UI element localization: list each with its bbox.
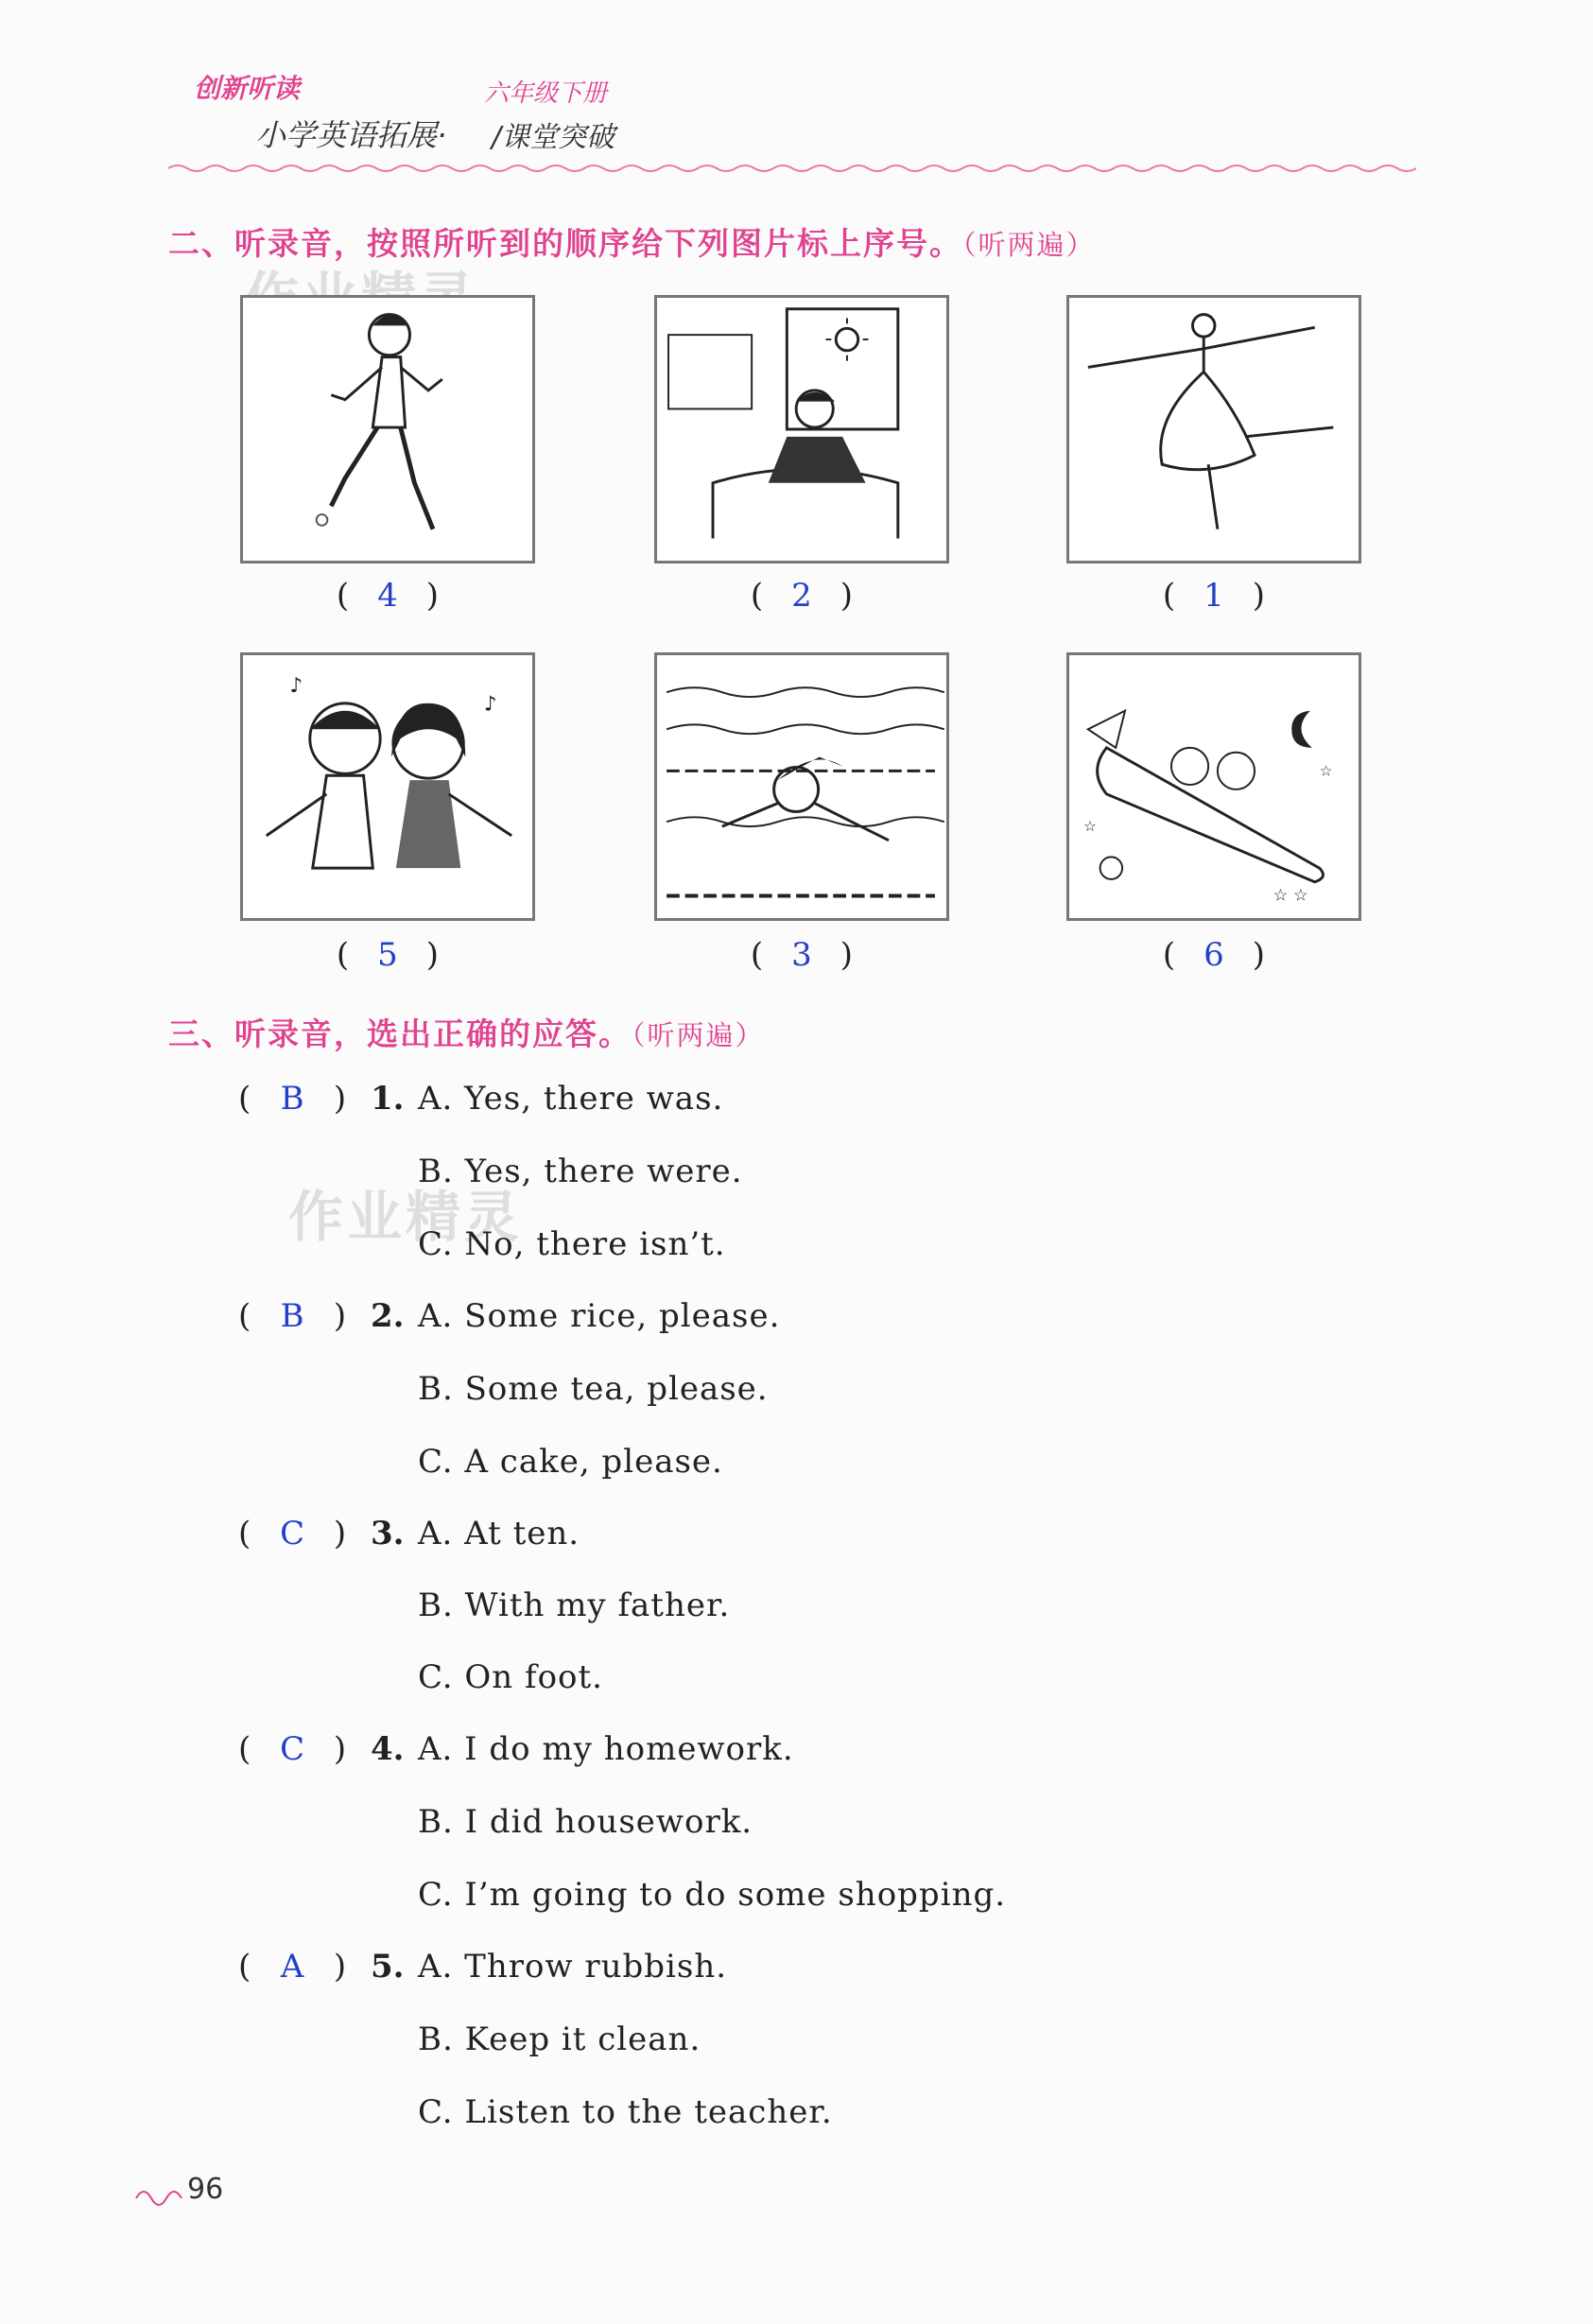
grade-label: 六年级下册 xyxy=(484,79,608,108)
question-2-answer: ( B ) xyxy=(238,1297,347,1335)
question-4-answer: ( C ) xyxy=(238,1730,347,1768)
brand-logo: 创新听读 xyxy=(194,73,301,104)
spaceship-icon xyxy=(1066,652,1361,921)
section3-heading xyxy=(168,1010,765,1054)
question-5-answer: ( A ) xyxy=(238,1948,347,1986)
section3-heading-text: 三、听录音，选出正确的应答。 xyxy=(168,1015,632,1052)
question-4-number: 4. xyxy=(371,1730,405,1768)
svg-text:☆: ☆ xyxy=(1082,816,1098,835)
question-3-option-c: C. On foot. xyxy=(418,1658,603,1696)
answer-value: 3 xyxy=(791,936,812,974)
question-1-option-a: A. Yes, there was. xyxy=(418,1080,724,1118)
picture-1-answer: ( 4 ) xyxy=(336,577,440,615)
svg-text:♪: ♪ xyxy=(483,692,497,717)
question-1-option-c: C. No, there isn’t. xyxy=(418,1225,726,1263)
page-number: 96 xyxy=(187,2173,224,2206)
children-singing-icon xyxy=(240,652,535,921)
question-3-option-a: A. At ten. xyxy=(418,1515,580,1552)
footer-swirl-icon xyxy=(132,2179,189,2208)
picture-5-answer: ( 3 ) xyxy=(750,936,854,974)
section3-note: （听两遍） xyxy=(632,1019,765,1051)
answer-value: 5 xyxy=(377,936,398,974)
answer-value: 4 xyxy=(377,577,398,615)
question-5-option-a: A. Throw rubbish. xyxy=(418,1948,728,1986)
question-2-option-b: B. Some tea, please. xyxy=(418,1370,769,1408)
question-4-option-a: A. I do my homework. xyxy=(418,1730,794,1768)
question-1-option-b: B. Yes, there were. xyxy=(418,1153,743,1190)
girl-swimming-icon xyxy=(654,652,949,921)
answer-value: B xyxy=(280,1297,304,1335)
watermark: 作业精灵 xyxy=(288,1185,524,1249)
question-5-number: 5. xyxy=(371,1948,405,1986)
picture-3-answer: ( 1 ) xyxy=(1162,577,1266,615)
question-3-number: 3. xyxy=(371,1515,405,1552)
answer-value: A xyxy=(280,1948,304,1986)
book-title: 小学英语拓展· xyxy=(255,117,447,153)
header-wavy-rule xyxy=(168,163,1416,174)
boy-waking-up-icon xyxy=(654,295,949,564)
section2-note: （听两遍） xyxy=(962,229,1096,261)
running-boy-icon xyxy=(240,295,535,564)
question-5-option-b: B. Keep it clean. xyxy=(418,2020,701,2058)
answer-value: 1 xyxy=(1203,577,1224,615)
answer-value: 6 xyxy=(1203,936,1224,974)
svg-text:☆: ☆ xyxy=(1319,761,1333,780)
picture-2-answer: ( 2 ) xyxy=(750,577,854,615)
question-1-number: 1. xyxy=(371,1080,405,1118)
question-2-number: 2. xyxy=(371,1297,405,1335)
question-3-answer: ( C ) xyxy=(238,1515,347,1552)
question-2-option-c: C. A cake, please. xyxy=(418,1443,723,1481)
answer-value: C xyxy=(280,1515,305,1552)
svg-text:☆ ☆: ☆ ☆ xyxy=(1273,886,1308,906)
question-3-option-b: B. With my father. xyxy=(418,1587,731,1624)
answer-value: 2 xyxy=(791,577,812,615)
question-5-option-c: C. Listen to the teacher. xyxy=(418,2093,833,2131)
svg-text:♪: ♪ xyxy=(289,674,303,699)
question-2-option-a: A. Some rice, please. xyxy=(418,1297,781,1335)
question-4-option-b: B. I did housework. xyxy=(418,1803,753,1841)
answer-value: C xyxy=(280,1730,305,1768)
ballet-dancer-icon xyxy=(1066,295,1361,564)
section-tag: /课堂突破 xyxy=(492,121,615,154)
picture-4-answer: ( 5 ) xyxy=(336,936,440,974)
picture-6-answer: ( 6 ) xyxy=(1162,936,1266,974)
section2-heading-text: 二、听录音，按照所听到的顺序给下列图片标上序号。 xyxy=(168,225,962,262)
answer-value: B xyxy=(280,1080,304,1118)
question-4-option-c: C. I’m going to do some shopping. xyxy=(418,1876,1007,1914)
question-1-answer: ( B ) xyxy=(238,1080,347,1118)
